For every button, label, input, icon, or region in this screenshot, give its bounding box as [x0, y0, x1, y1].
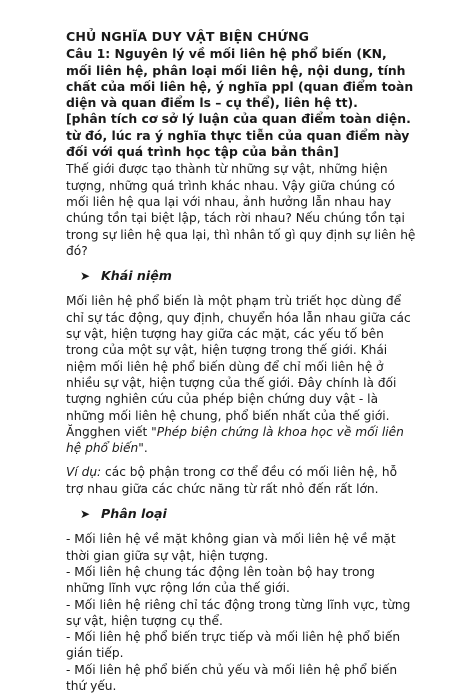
- intro-paragraph: Thế giới được tạo thành từ những sự vật, những hiện tượng, những quá trình khác nhau. Vậy giữa chúng có mối liên hệ qua lại với nhau, ảnh hưởng lẫn nhau hay chúng tồn tại biệt lập, tách rời nhau? Nếu chúng tồn tại trong sự liên hệ qua lại, thì nhân tố gì quy định sự liên hệ đó?: [66, 162, 416, 258]
- concept-paragraph: [66, 293, 416, 456]
- list-item: - Mối liên hệ chung tác động lên toàn bộ hay trong những lĩnh vực rộng lớn của thế giới.: [66, 564, 375, 596]
- list-item: - Mối liên hệ về mặt không gian và mối liên hệ về mặt thời gian giữa sự vật, hiện tượng.: [66, 532, 396, 563]
- quote-end: .: [143, 441, 148, 456]
- list-item: - Mối liên hệ riêng chỉ tác động trong từng lĩnh vực, từng sự vật, hiện tượng cụ thể.: [66, 597, 411, 628]
- list-item: - Mối liên hệ phổ biến chủ yếu và mối liên hệ phổ biến thứ yếu.: [66, 662, 398, 693]
- section-heading-label: Khái niệm: [101, 268, 172, 284]
- example-text: các bộ phận trong cơ thể đều có mối liên hệ, hỗ trợ nhau giữa các chức năng từ rất nhỏ đến rất lớn.: [66, 465, 398, 496]
- list-item: - Mối liên hệ phổ biến trực tiếp và mối liên hệ phổ biến gián tiếp.: [66, 630, 401, 661]
- engels-quote: "Phép biện chứng là khoa học về mối liên hệ phổ biến": [66, 424, 404, 456]
- example-label: Ví dụ:: [66, 465, 102, 480]
- section-heading-classification: [80, 506, 416, 522]
- example-paragraph: [66, 464, 416, 497]
- arrow-bullet-icon: ➤: [80, 507, 91, 522]
- document-title: CHỦ NGHĨA DUY VẬT BIỆN CHỨNG: [66, 29, 310, 44]
- bracket-note: [phân tích cơ sở lý luận của quan điểm toàn diện. từ đó, lúc ra ý nghĩa thực tiễn của quan điểm này đối với quá trình học tập của bản thân]: [66, 111, 411, 160]
- arrow-bullet-icon: ➤: [80, 269, 91, 284]
- section-heading-label: Phân loại: [101, 506, 167, 522]
- concept-text: Mối liên hệ phổ biến là một phạm trù triết học dùng để chỉ sự tác động, quy định, chuyển hóa lẫn nhau giữa các sự vật, hiện tượng hay giữa các mặt, các yếu tố bên trong của một sự vật, hiện tượng trong thế giới. Khái niệm mối liên hệ phổ biến dùng để chỉ mối liên hệ ở nhiều sự vật, hiện tượng của thế giới. Đây chính là đối tượng nghiên cứu của phép biện chứng duy vật - là những mối liên hệ chung, phổ biến nhất của thế giới. Ăngghen viết: [66, 294, 411, 439]
- question-heading: Câu 1: Nguyên lý về mối liên hệ phổ biến (KN, mối liên hệ, phân loại mối liên hệ, nội dung, tính chất của mối liên hệ, ý nghĩa ppl (quan điểm toàn diện và quan điểm ls – cụ thể), liên hệ tt).: [66, 46, 414, 111]
- section-heading-concept: [80, 268, 416, 284]
